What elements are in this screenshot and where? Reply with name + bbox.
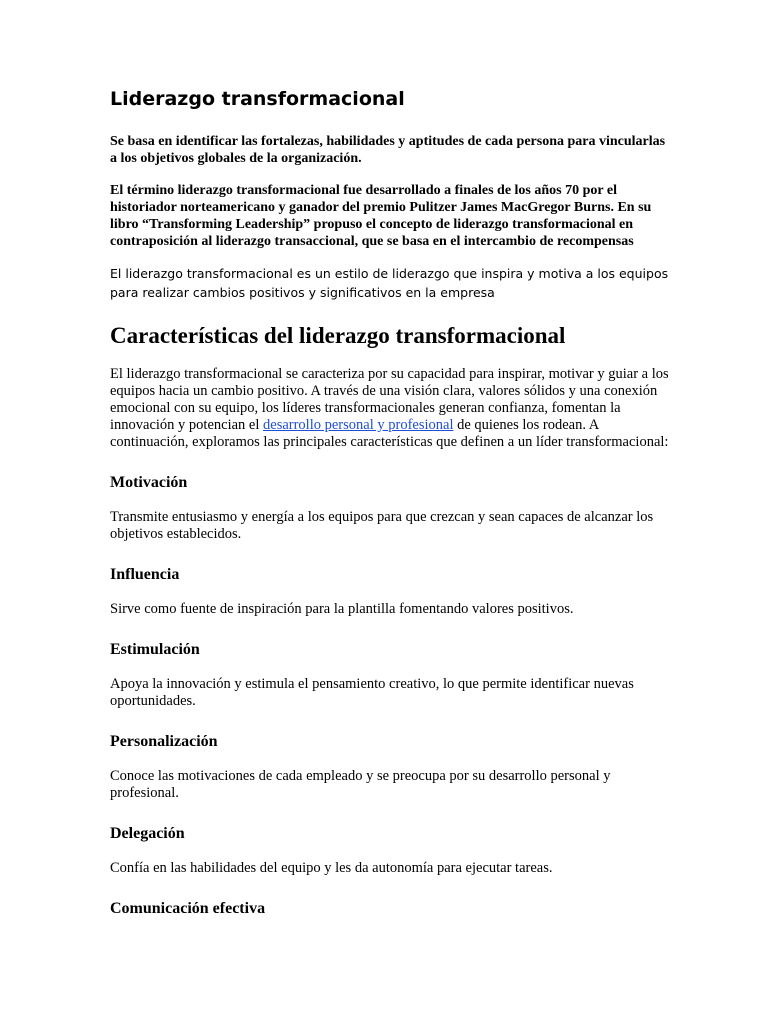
heading-motivacion: Motivación [110, 474, 188, 491]
heading-estimulacion: Estimulación [110, 641, 200, 658]
bold-paragraph-history: El término liderazgo transformacional fue desarrollado a finales de los años 70 por el historiador norteamericano y ganador del premio Pulitzer James MacGregor Burns. En su libro “Transforming Leadership” propuso el concepto de liderazgo transformacional en contraposición al liderazgo transaccional, que se basa en el intercambio de recompensas [110, 183, 652, 249]
text-delegacion: Confía en las habilidades del equipo y les da autonomía para ejecutar tareas. [110, 860, 553, 876]
heading-personalizacion: Personalización [110, 733, 218, 750]
intro-paragraph: El liderazgo transformacional es un estilo de liderazgo que inspira y motiva a los equipos para realizar cambios positivos y significativos en la empresa [110, 266, 669, 300]
bold-paragraph-definition: Se basa en identificar las fortalezas, habilidades y aptitudes de cada persona para vincularlas a los objetivos globales de la organización. [110, 134, 666, 166]
section-heading: Características del liderazgo transformacional [110, 323, 566, 348]
section-intro-paragraph [110, 366, 670, 451]
heading-delegacion: Delegación [110, 825, 185, 842]
text-motivacion: Transmite entusiasmo y energía a los equipos para que crezcan y sean capaces de alcanzar los objetivos establecidos. [110, 509, 654, 542]
personal-development-link[interactable]: desarrollo personal y profesional [263, 417, 454, 433]
heading-comunicacion-efectiva: Comunicación efectiva [110, 900, 266, 917]
text-influencia: Sirve como fuente de inspiración para la plantilla fomentando valores positivos. [110, 601, 574, 617]
text-personalizacion: Conoce las motivaciones de cada empleado y se preocupa por su desarrollo personal y profesional. [110, 768, 611, 801]
section-intro-text-after: de quienes los rodean. A continuación, exploramos las principales características que definen a un líder transformacional: [110, 417, 669, 450]
text-estimulacion: Apoya la innovación y estimula el pensamiento creativo, lo que permite identificar nuevas oportunidades. [110, 676, 634, 709]
document-content [110, 86, 670, 935]
document-title: Liderazgo transformacional [110, 88, 405, 110]
heading-influencia: Influencia [110, 566, 180, 583]
section-intro-text-before: El liderazgo transformacional se caracteriza por su capacidad para inspirar, motivar y guiar a los equipos hacia un cambio positivo. A través de una visión clara, valores sólidos y una conexión emocional con su equipo, los líderes transformacionales generan confianza, fomentan la innovación y potencian el [110, 366, 669, 433]
